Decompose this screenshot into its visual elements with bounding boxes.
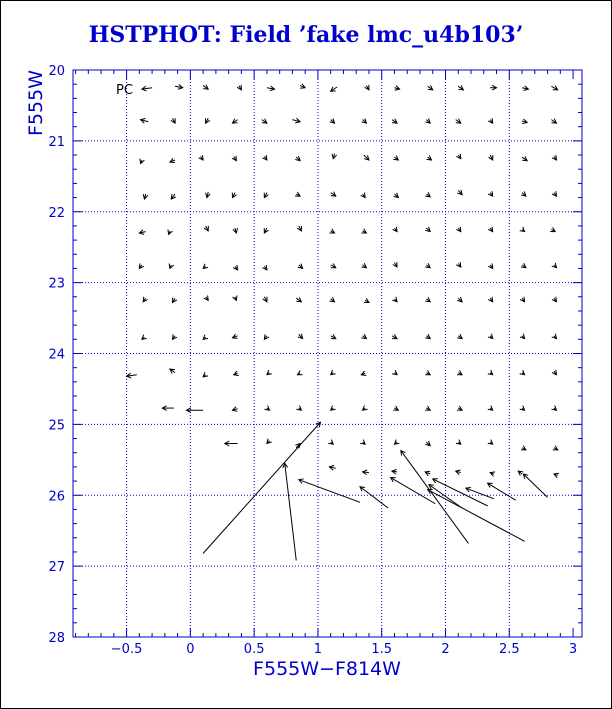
- vector-arrow: [392, 334, 397, 338]
- vector-arrow: [393, 193, 398, 198]
- vector-arrow: [554, 473, 559, 477]
- vector-arrow: [456, 470, 461, 475]
- vector-arrow: [394, 86, 399, 91]
- vector-arrow: [203, 85, 208, 89]
- vector-arrow: [330, 118, 335, 123]
- vector-head: [140, 159, 145, 164]
- vector-arrow: [233, 295, 238, 300]
- vector-arrow: [331, 264, 336, 268]
- vector-head: [425, 406, 430, 410]
- y-tick-label: 21: [48, 134, 65, 150]
- vector-arrow: [392, 469, 397, 474]
- vector-arrow: [552, 334, 557, 339]
- vector-arrow: [364, 298, 369, 302]
- vector-arrow: [392, 370, 397, 375]
- vector-arrow: [488, 370, 493, 375]
- vector-arrow: [203, 335, 208, 340]
- vector-arrow: [392, 297, 397, 302]
- vector-head: [361, 229, 366, 233]
- vector-shaft: [360, 487, 388, 508]
- vector-arrow: [552, 370, 557, 375]
- vector-arrow: [332, 154, 337, 159]
- vector-head: [265, 406, 270, 411]
- vector-arrow: [331, 87, 337, 91]
- vector-arrow: [456, 154, 461, 159]
- vector-arrow: [489, 155, 493, 160]
- vector-arrow: [175, 85, 183, 90]
- vector-head: [331, 370, 336, 375]
- vector-arrow: [187, 408, 204, 413]
- vector-head: [361, 371, 366, 375]
- vector-head: [456, 440, 461, 445]
- vector-head: [295, 192, 300, 196]
- vector-head: [203, 264, 208, 269]
- vector-arrow: [142, 335, 147, 340]
- vector-head: [363, 406, 368, 411]
- vector-arrow: [267, 370, 272, 375]
- vector-arrow: [329, 466, 335, 471]
- vector-arrow: [262, 119, 267, 123]
- vector-arrow: [162, 406, 173, 411]
- x-tick-label: 1.5: [371, 642, 393, 657]
- vector-arrow: [425, 471, 430, 475]
- vector-arrow: [267, 86, 275, 91]
- vector-arrow: [295, 156, 300, 161]
- vector-head: [392, 370, 397, 375]
- x-tick-label: 2.5: [498, 642, 520, 657]
- vector-arrow: [457, 190, 462, 195]
- y-tick-label: 25: [48, 418, 65, 434]
- y-tick-label: 20: [48, 64, 65, 79]
- vector-arrow: [552, 406, 557, 411]
- vector-head: [360, 440, 365, 445]
- vector-arrow: [553, 446, 558, 450]
- grid-lines: [73, 70, 582, 637]
- vector-arrow: [488, 118, 493, 123]
- vector-head: [553, 446, 558, 450]
- vector-arrow: [233, 228, 238, 233]
- vector-arrow: [520, 406, 525, 411]
- vector-arrow: [143, 194, 148, 199]
- vector-arrow: [523, 474, 547, 497]
- vector-head: [490, 472, 495, 476]
- vector-arrow: [204, 295, 209, 300]
- vector-arrow: [360, 487, 388, 508]
- vector-arrow: [331, 406, 336, 411]
- vector-arrow: [456, 119, 461, 123]
- vector-arrow: [488, 191, 493, 196]
- vector-arrow: [456, 227, 461, 232]
- vector-arrow: [427, 155, 432, 160]
- y-axis-label: F555W: [25, 70, 47, 136]
- vector-head: [328, 440, 333, 445]
- y-tick-label: 24: [48, 347, 65, 363]
- vector-arrow: [425, 371, 430, 375]
- x-tick-label: 0.5: [243, 642, 265, 657]
- vector-arrow: [552, 191, 557, 196]
- vector-head: [203, 335, 208, 340]
- vector-arrow: [520, 297, 525, 302]
- vector-arrow: [520, 370, 525, 375]
- vector-arrow: [522, 119, 527, 124]
- vector-shaft: [299, 480, 360, 503]
- vector-shaft: [401, 451, 469, 544]
- vector-arrow: [490, 85, 496, 90]
- vector-arrow: [139, 263, 144, 268]
- vector-head: [488, 440, 493, 445]
- vector-head: [554, 473, 559, 477]
- vector-arrow: [361, 229, 366, 233]
- vector-head: [552, 406, 557, 411]
- vector-arrow: [295, 192, 300, 196]
- vector-arrow: [552, 297, 557, 302]
- vector-arrow: [490, 472, 495, 476]
- vector-arrow: [488, 334, 493, 339]
- vector-arrow: [488, 227, 493, 232]
- vector-arrow: [361, 334, 366, 339]
- vector-arrow: [296, 406, 301, 411]
- vector-head: [142, 335, 147, 340]
- vector-arrow: [363, 406, 368, 411]
- x-tick-label: 3: [568, 642, 578, 657]
- vector-arrow: [331, 334, 336, 338]
- vector-arrow: [393, 406, 398, 410]
- vector-arrow: [363, 470, 369, 475]
- vector-arrow: [171, 118, 175, 123]
- vector-arrow: [140, 159, 145, 164]
- vector-arrow: [139, 230, 145, 235]
- vector-arrow: [521, 263, 526, 268]
- vector-arrow: [425, 441, 430, 446]
- y-tick-label: 26: [48, 489, 65, 505]
- vector-head: [457, 371, 462, 375]
- vector-head: [520, 406, 525, 411]
- vector-arrow: [425, 227, 430, 232]
- vector-arrow: [456, 262, 461, 267]
- vector-arrow: [551, 119, 556, 123]
- vector-arrow: [457, 371, 462, 375]
- vector-shaft: [433, 479, 488, 506]
- vector-head: [330, 229, 335, 233]
- vector-arrow: [521, 446, 526, 450]
- vector-arrow: [232, 193, 236, 198]
- vector-head: [364, 298, 369, 302]
- x-tick-label: −0.5: [110, 642, 143, 657]
- y-tick-label: 27: [48, 560, 65, 576]
- vector-head: [520, 370, 525, 375]
- y-tick-label: 22: [48, 205, 65, 221]
- vector-arrow: [457, 334, 462, 339]
- vector-arrow: [169, 264, 174, 269]
- vector-arrow: [142, 86, 152, 91]
- x-tick-label: 2: [441, 642, 450, 657]
- vector-head: [331, 406, 336, 411]
- vector-arrow: [298, 371, 303, 375]
- vector-arrow: [550, 227, 555, 231]
- vector-arrow: [457, 297, 462, 302]
- tick-labels: [48, 64, 577, 657]
- vector-arrow: [171, 194, 176, 199]
- vector-arrow: [264, 228, 268, 233]
- vector-arrow: [296, 297, 301, 301]
- vector-arrow: [232, 407, 237, 412]
- vector-head: [393, 406, 398, 410]
- vector-arrow: [488, 440, 493, 445]
- vector-arrow: [141, 118, 149, 123]
- vector-head: [425, 371, 430, 375]
- vector-arrow: [488, 297, 493, 302]
- vector-arrow: [522, 86, 528, 91]
- vector-arrow: [264, 334, 269, 339]
- vector-arrow: [361, 371, 366, 375]
- vector-head: [233, 295, 238, 300]
- vector-head: [394, 440, 399, 445]
- vector-arrow: [362, 118, 367, 123]
- vector-arrow: [456, 440, 461, 445]
- vector-arrow: [267, 439, 272, 444]
- vector-arrow: [173, 297, 177, 302]
- vector-arrow: [237, 85, 241, 90]
- vector-arrow: [127, 373, 137, 378]
- vector-head: [203, 372, 208, 377]
- y-tick-label: 28: [48, 631, 65, 646]
- vector-arrow: [425, 118, 430, 123]
- vector-arrow: [298, 334, 303, 339]
- vector-arrow: [365, 85, 369, 90]
- vector-arrow: [300, 84, 305, 88]
- y-tick-label: 23: [48, 276, 65, 292]
- x-axis-label: F555W−F814W: [253, 658, 401, 680]
- vector-arrow: [199, 155, 204, 160]
- vector-arrow: [552, 263, 557, 268]
- vector-arrow: [401, 451, 469, 544]
- vector-arrow: [143, 297, 148, 302]
- vector-shaft: [523, 474, 547, 497]
- vector-arrow: [488, 406, 493, 411]
- vector-arrow: [393, 155, 398, 160]
- vector-arrow: [203, 422, 320, 553]
- vector-arrow: [364, 155, 369, 160]
- vector-arrow: [170, 369, 175, 373]
- vector-arrow: [206, 192, 211, 198]
- vector-arrow: [225, 441, 238, 446]
- vector-arrow: [520, 334, 525, 339]
- vector-head: [234, 371, 239, 375]
- vector-head: [296, 406, 301, 411]
- vector-arrow: [265, 406, 270, 411]
- vector-head: [520, 227, 525, 232]
- vector-arrow: [392, 119, 397, 123]
- vector-arrow: [551, 86, 557, 90]
- vector-head: [169, 264, 174, 269]
- vector-arrow: [170, 158, 175, 162]
- vector-arrow: [331, 192, 336, 196]
- vector-head: [488, 370, 493, 375]
- vector-arrow: [521, 191, 526, 196]
- vector-arrow: [361, 263, 366, 268]
- vector-arrow: [428, 85, 433, 89]
- vector-head: [521, 446, 526, 450]
- vector-arrow: [299, 479, 360, 502]
- vector-arrow: [206, 118, 210, 123]
- vector-arrow: [488, 263, 493, 268]
- vector-head: [457, 406, 462, 410]
- vector-shaft: [203, 422, 320, 553]
- vector-arrow: [425, 263, 430, 268]
- x-tick-label: 1: [313, 642, 323, 657]
- vector-arrow: [457, 406, 462, 410]
- vector-arrow: [425, 406, 430, 410]
- vector-arrow: [393, 227, 398, 232]
- vector-head: [488, 406, 493, 411]
- vector-arrow: [262, 265, 267, 270]
- vector-arrow: [232, 156, 236, 161]
- vector-arrow: [168, 229, 173, 234]
- vector-arrow: [361, 193, 366, 198]
- vector-arrow: [204, 226, 208, 231]
- vector-series: [127, 84, 559, 561]
- vector-arrow: [262, 155, 267, 160]
- vector-arrow: [331, 370, 336, 375]
- vector-arrow: [283, 463, 296, 560]
- vector-arrow: [522, 156, 527, 160]
- vector-arrow: [394, 440, 399, 445]
- vector-arrow: [203, 372, 208, 377]
- vector-arrow: [232, 119, 237, 123]
- vector-arrow: [520, 227, 525, 232]
- vector-arrow: [298, 264, 303, 269]
- vector-arrow: [425, 297, 430, 302]
- chart-title: HSTPHOT: Field ’fake lmc_u4b103’: [88, 22, 524, 48]
- vector-arrow: [233, 265, 238, 270]
- vector-head: [267, 370, 272, 375]
- vector-arrow: [328, 440, 333, 445]
- vector-arrow: [425, 334, 430, 339]
- x-tick-label: 0: [186, 642, 195, 657]
- vector-arrow: [263, 297, 267, 302]
- vector-arrow: [360, 440, 365, 445]
- vector-arrow: [552, 155, 557, 160]
- vector-arrow: [518, 471, 523, 476]
- vector-arrow: [292, 118, 300, 123]
- vector-head: [168, 229, 173, 234]
- vector-arrow: [297, 226, 301, 231]
- vector-shaft: [285, 463, 296, 560]
- vector-arrow: [433, 479, 488, 506]
- vector-arrow: [232, 334, 237, 338]
- pc-annotation: PC: [116, 83, 133, 98]
- vector-arrow: [330, 229, 335, 233]
- vector-head: [550, 227, 555, 231]
- vector-arrow: [330, 297, 335, 302]
- vector-arrow: [393, 262, 397, 267]
- vector-head: [298, 371, 303, 375]
- vector-arrow: [234, 371, 239, 375]
- vector-arrow: [264, 193, 268, 198]
- vector-arrow: [173, 334, 178, 339]
- vector-arrow: [203, 264, 208, 269]
- vector-arrow: [425, 192, 430, 197]
- vector-arrow: [458, 85, 463, 89]
